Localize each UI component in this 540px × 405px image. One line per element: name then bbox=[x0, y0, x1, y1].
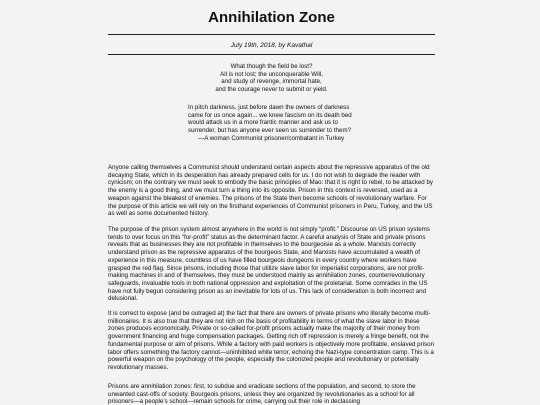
article-title: Annihilation Zone bbox=[208, 9, 335, 26]
poem-line: All is not lost; the unconquerable Will, bbox=[220, 70, 323, 78]
byline-divider bbox=[108, 54, 435, 55]
body-paragraph: It is correct to expose (and be outraged at) the fact that there are owners of private prisons who literally become multi-millionaires. It is also true that they are not rich on the basis of profitability in terms of what the slave labor in these zones produces economically. Private or so-called for-profit prisons actually make the majority of their money from government financing and huge compensation packages. Getting rich off repression is merely a fringe benefit, not the fundamental purpose or aim of prisons. While a factory with paid workers is objectively more profitable, enslaved prison labor offers something the factory cannot—uninhibited white terror, echoing the Nazi-type concentration camp. This is a powerful weapon on the psychology of the people, especially the colonized people and revolutionary or potentially revolutionary masses. bbox=[108, 310, 435, 371]
article-byline: July 19th, 2018, by Kavathal bbox=[230, 42, 313, 49]
body-paragraph: Anyone calling themselves a Communist should understand certain aspects about the repressive apparatus of the old decaying State, which in its desperation has already prepared cells for us. I do not wish to degrade the reader with cynicism; on the contrary we must seek to embody the basic principles of Mao: that it is right to rebel, to be attacked by the enemy is a good thing, and we must turn a thing into its opposite. Prison in this context is reversed, used as a weapon against the bleakest of enemies. The prisons of the State then become schools of revolutionary warfare. For the purpose of this article we will rely on the firsthand experiences of Communist prisoners in Peru, Turkey, and the US as well as some documented history. bbox=[108, 164, 433, 218]
body-paragraph: The purpose of the prison system almost anywhere in the world is not simply “profit.” Discourse on US prison systems tends to over focus on this “for-profit” status as the determinant factor. A careful analysis of State and private prisons reveals that as businesses they are not profitable in themselves to the bourgeoisie as a whole. Marxists correctly understand prison as the repressive apparatus of the bourgeois State, and Marxists have accumulated a wealth of experience in this measure, countless of us have filled bourgeois dungeons in every country where workers have grasped the red flag. Since prisons, including those that utilize slave labor for imperialist corporations, are not profit-making machines in and of themselves, they must be understood mainly as annihilation zones, counterrevolutionary safeguards, invaluable tools in both national oppression and exploitation of the proletariat. Some comrades in the US have not fully begun considering prison as an inevitable for lots of us. This lack of consideration is both incorrect and delusional. bbox=[108, 226, 430, 303]
epigraph-text: In pitch darkness, just before dawn the owners of darkness came for us once again... we knew fascism on its death bed would attack us in a more frantic manner and ask us to surrender, but has anyone ever seen us surrender to them? bbox=[188, 104, 352, 135]
body-paragraph: Prisons are annihilation zones: first, to subdue and eradicate sections of the population, and second, to store the unwanted cast-offs of society. Bourgeois prisons, unless they are organized by revolutionaries as a school for all prisoners—a people’s school—remain schools for crime, carrying out their role in declassing bbox=[108, 383, 416, 405]
title-divider bbox=[108, 34, 435, 35]
poem-line: What though the field be lost? bbox=[230, 63, 313, 70]
epigraph-quote bbox=[188, 104, 353, 143]
poem-quote bbox=[108, 63, 435, 94]
epigraph-attribution: —A woman Communist prisoner/combatant in Turkey bbox=[198, 134, 345, 142]
poem-line: and the courage never to submit or yield. bbox=[215, 86, 328, 94]
poem-line: and study of revenge, immortal hate, bbox=[221, 78, 322, 86]
